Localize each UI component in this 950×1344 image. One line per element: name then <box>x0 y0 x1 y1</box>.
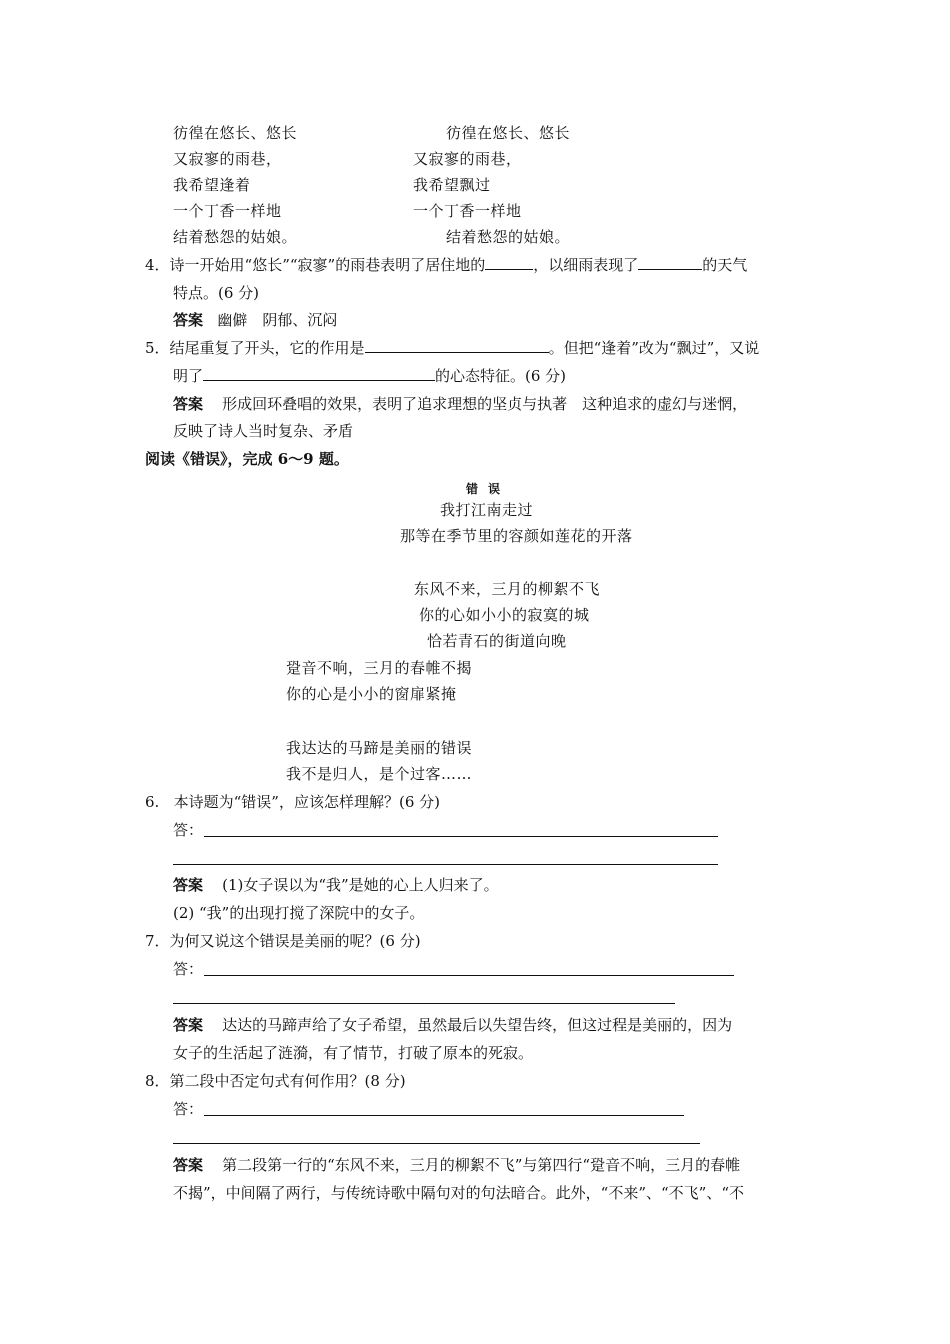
question-4-cont: 特点。(6 分) <box>173 284 260 302</box>
poem-line: 恰若青石的街道向晚 <box>427 632 567 650</box>
question-4: 4．诗一开始用“悠长”“寂寥”的雨巷表明了居住地的 ，以细雨表现了 的天气 <box>145 256 748 274</box>
answer-label: 答案 <box>173 395 204 413</box>
poem-line: 你的心如小小的寂寞的城 <box>419 606 590 624</box>
poem-right-line: 结着愁怨的姑娘。 <box>446 228 571 246</box>
answer-line[interactable] <box>204 1115 684 1116</box>
poem-left-line: 结着愁怨的姑娘。 <box>173 228 298 246</box>
answer-line[interactable] <box>204 836 718 837</box>
answer-7: 答案 达达的马蹄声给了女子希望，虽然最后以失望告终，但这过程是美丽的，因为 <box>173 1016 733 1034</box>
answer-line[interactable] <box>173 1003 675 1004</box>
fill-blank <box>365 338 549 353</box>
poem-right-line: 我希望飘过 <box>413 176 491 194</box>
poem-line: 你的心是小小的窗扉紧掩 <box>286 685 457 703</box>
answer-8: 答案 第二段第一行的“东风不来，三月的柳絮不飞”与第四行“跫音不响，三月的春帷 <box>173 1156 741 1174</box>
answer-line[interactable] <box>173 864 718 865</box>
reading-heading: 阅读《错误》，完成 6～9 题。 <box>145 450 349 468</box>
answer-prompt: 答： <box>173 960 204 978</box>
question-number: 5． <box>145 339 170 357</box>
answer-label: 答案 <box>173 876 204 894</box>
poem-left-line: 又寂寥的雨巷， <box>173 150 282 168</box>
question-number: 8． <box>145 1072 170 1090</box>
answer-7-cont: 女子的生活起了涟漪，有了情节，打破了原本的死寂。 <box>173 1044 534 1062</box>
answer-prompt: 答： <box>173 1100 204 1118</box>
answer-6-cont: (2) “我”的出现打搅了深院中的女子。 <box>173 904 425 922</box>
poem-line: 跫音不响，三月的春帷不揭 <box>286 659 473 677</box>
answer-prompt: 答： <box>173 821 204 839</box>
poem-line: 东风不来，三月的柳絮不飞 <box>414 580 601 598</box>
poem-line: 我达达的马蹄是美丽的错误 <box>286 739 473 757</box>
fill-blank <box>203 366 435 381</box>
poem-line: 我不是归人，是个过客…… <box>286 765 473 783</box>
answer-label: 答案 <box>173 1156 204 1174</box>
question-number: 7． <box>145 932 170 950</box>
answer-label: 答案 <box>173 311 204 329</box>
answer-5-cont: 反映了诗人当时复杂、矛盾 <box>173 422 354 440</box>
poem-right-line: 一个丁香一样地 <box>413 202 522 220</box>
answer-4: 答案 幽僻 阴郁、沉闷 <box>173 311 338 329</box>
poem-left-line: 我希望逢着 <box>173 176 251 194</box>
question-number: 4． <box>145 256 170 274</box>
poem-left-line: 一个丁香一样地 <box>173 202 282 220</box>
answer-line[interactable] <box>204 975 734 976</box>
fill-blank <box>485 255 533 270</box>
question-8: 8．第二段中否定句式有何作用？(8 分) <box>145 1072 406 1090</box>
question-7: 7．为何又说这个错误是美丽的呢？(6 分) <box>145 932 421 950</box>
poem-line: 那等在季节里的容颜如莲花的开落 <box>400 527 633 545</box>
poem-line: 我打江南走过 <box>440 501 534 519</box>
answer-5: 答案 形成回环叠唱的效果，表明了追求理想的坚贞与执著 这种追求的虚幻与迷惘， <box>173 395 748 413</box>
answer-line[interactable] <box>173 1143 700 1144</box>
poem-left-line: 彷徨在悠长、悠长 <box>173 124 298 142</box>
poem-right-line: 彷徨在悠长、悠长 <box>446 124 571 142</box>
fill-blank <box>638 255 702 270</box>
answer-6: 答案 (1)女子误以为“我”是她的心上人归来了。 <box>173 876 499 894</box>
question-5-cont: 明了 的心态特征。(6 分) <box>173 367 567 385</box>
question-number: 6. <box>145 793 160 811</box>
question-6: 6. 本诗题为“错误”，应该怎样理解？(6 分) <box>145 793 440 811</box>
question-5: 5．结尾重复了开头，它的作用是 。但把“逢着”改为“飘过”，又说 <box>145 339 760 357</box>
poem-title: 错误 <box>466 482 511 496</box>
poem-right-line: 又寂寥的雨巷， <box>413 150 522 168</box>
answer-label: 答案 <box>173 1016 204 1034</box>
answer-8-cont: 不揭”，中间隔了两行，与传统诗歌中隔句对的句法暗合。此外，“不来”、“不飞”、“不 <box>173 1184 745 1202</box>
